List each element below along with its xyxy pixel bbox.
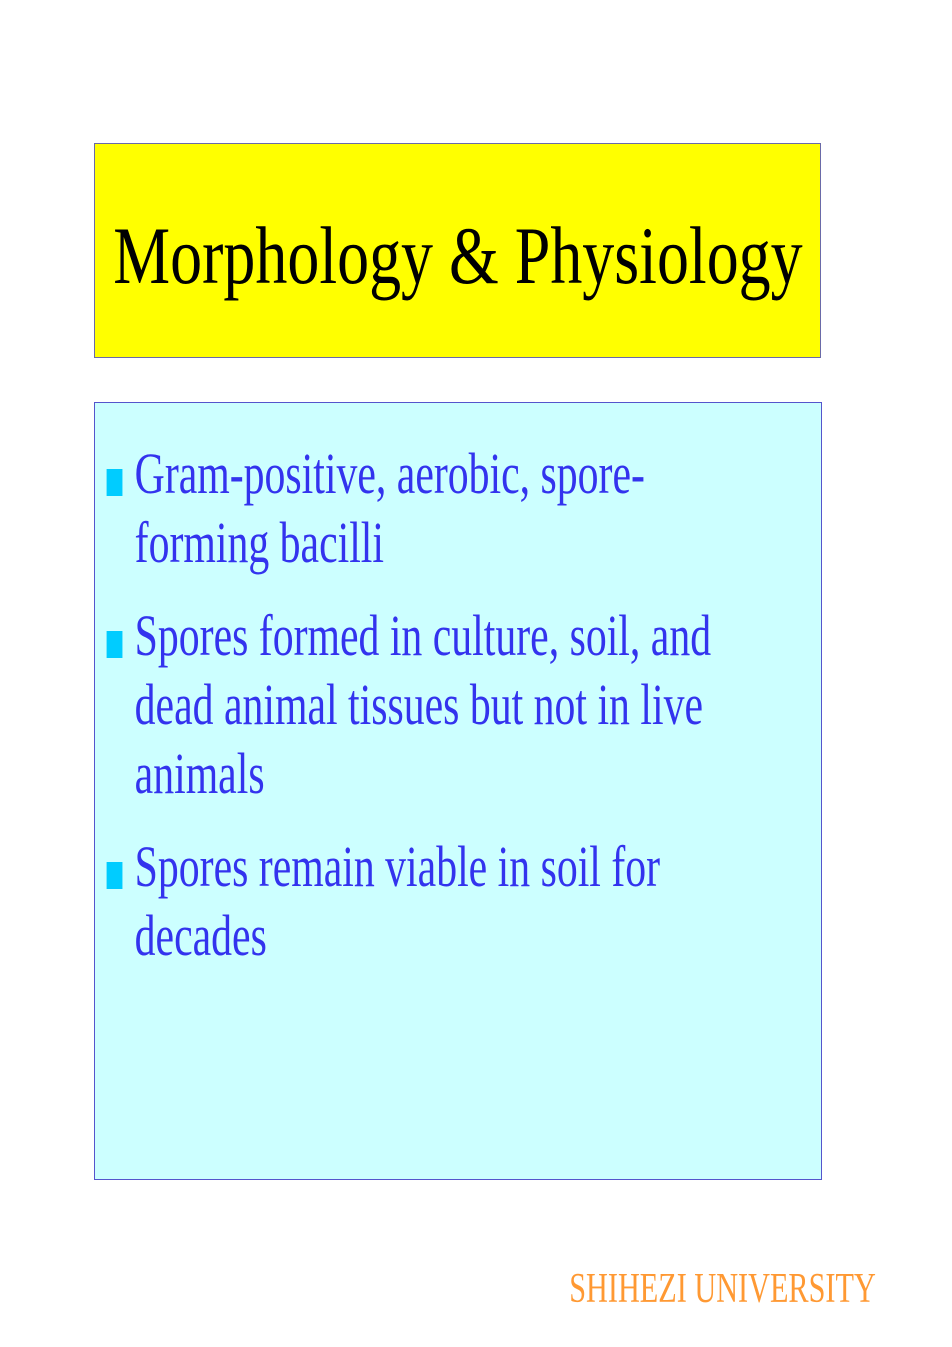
bullet-text: Spores formed in culture, soil, and dead animal tissues but not in live animals: [134, 603, 712, 806]
bullet-item: [103, 832, 737, 970]
bullet-item: [103, 439, 737, 577]
footer-university-name: SHIHEZI UNIVERSITY: [569, 1266, 876, 1312]
square-bullet-icon: [107, 631, 123, 658]
bullet-text: Spores remain viable in soil for decades: [134, 834, 661, 968]
bullet-text: Gram-positive, aerobic, spore-forming bacilli: [134, 441, 645, 575]
square-bullet-icon: [107, 862, 123, 889]
title-box: [94, 143, 821, 358]
bullet-item: [103, 601, 737, 808]
content-box: [94, 402, 822, 1180]
square-bullet-icon: [107, 469, 123, 496]
slide-title: Morphology & Physiology: [112, 209, 803, 301]
bullet-list: [103, 439, 737, 994]
